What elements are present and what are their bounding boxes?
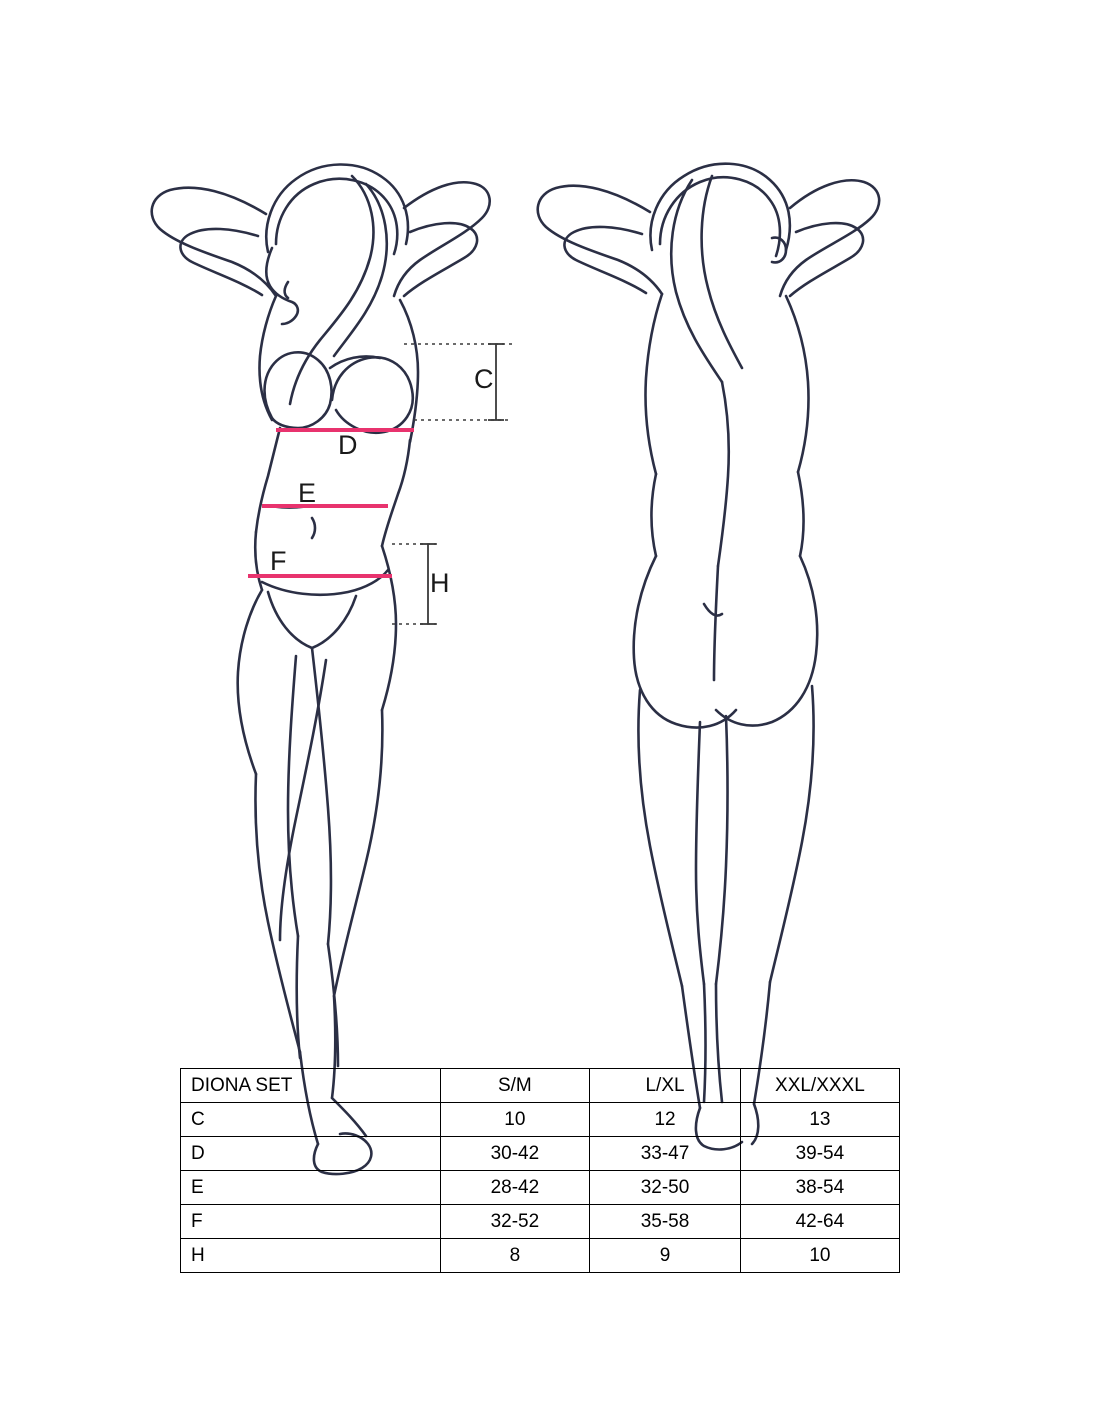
- table-row: [181, 1239, 900, 1273]
- row-label: E: [181, 1171, 441, 1205]
- row-value: 32-50: [590, 1171, 741, 1205]
- row-value: 35-58: [590, 1205, 741, 1239]
- row-value: 10: [740, 1239, 899, 1273]
- row-value: 38-54: [740, 1171, 899, 1205]
- table-row: [181, 1103, 900, 1137]
- table-header-sm: S/M: [440, 1069, 590, 1103]
- row-value: 39-54: [740, 1137, 899, 1171]
- row-value: 32-52: [440, 1205, 590, 1239]
- row-value: 12: [590, 1103, 741, 1137]
- table-header-title: DIONA SET: [181, 1069, 441, 1103]
- row-label: F: [181, 1205, 441, 1239]
- row-value: 33-47: [590, 1137, 741, 1171]
- table-header-row: [181, 1069, 900, 1103]
- row-value: 28-42: [440, 1171, 590, 1205]
- measure-label-e: E: [298, 478, 317, 508]
- measurement-lines: [248, 344, 512, 624]
- row-value: 10: [440, 1103, 590, 1137]
- row-value: 13: [740, 1103, 899, 1137]
- measure-label-f: F: [270, 546, 287, 576]
- table-header-lxl: L/XL: [590, 1069, 741, 1103]
- front-figure: [152, 164, 490, 1174]
- measure-label-h: H: [430, 568, 450, 598]
- table-row: [181, 1205, 900, 1239]
- row-value: 42-64: [740, 1205, 899, 1239]
- row-value: 8: [440, 1239, 590, 1273]
- row-label: C: [181, 1103, 441, 1137]
- row-label: H: [181, 1239, 441, 1273]
- measure-label-d: D: [338, 430, 358, 460]
- back-figure: [538, 164, 879, 1150]
- row-label: D: [181, 1137, 441, 1171]
- row-value: 30-42: [440, 1137, 590, 1171]
- table-row: [181, 1137, 900, 1171]
- size-chart-table: [180, 1068, 900, 1273]
- measure-label-c: C: [474, 364, 494, 394]
- table-header-xxl: XXL/XXXL: [740, 1069, 899, 1103]
- row-value: 9: [590, 1239, 741, 1273]
- table-row: [181, 1171, 900, 1205]
